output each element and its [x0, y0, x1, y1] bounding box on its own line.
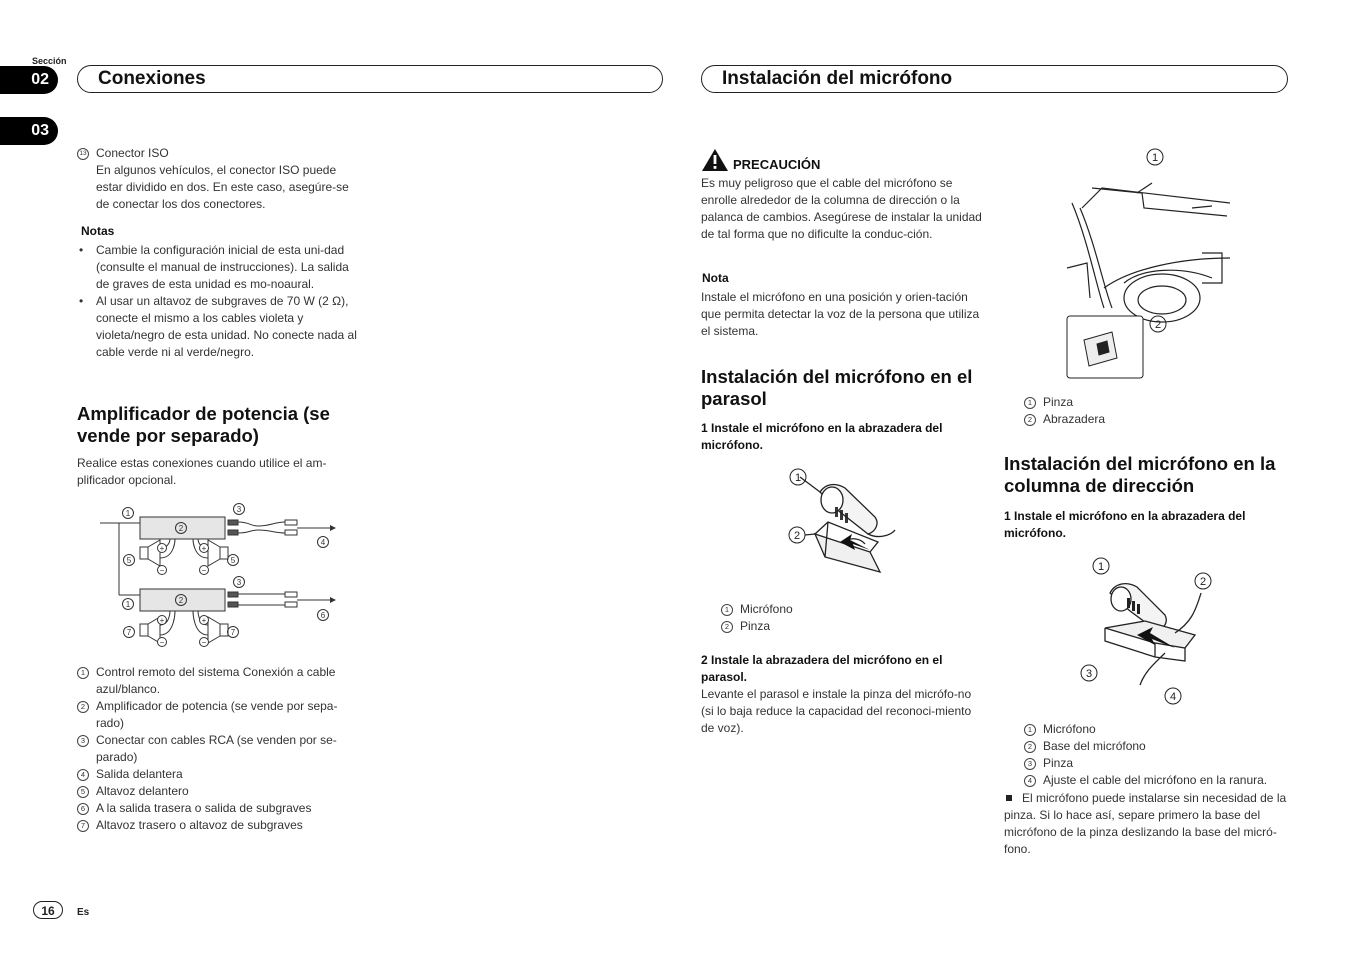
column-note-text: El micrófono puede instalarse sin necesidad de la pinza. Si lo hace así, separe primero la base del micrófono de la pinza deslizando la base del micró-fono.: [1004, 791, 1287, 856]
plus-sign: +: [159, 616, 165, 625]
legend-item: [721, 618, 921, 635]
legend-text: Ajuste el cable del micrófono en la ranura.: [1043, 773, 1268, 787]
legend-text: Pinza: [740, 619, 771, 633]
legend-num: 4: [1024, 775, 1036, 787]
legend-item: [1024, 394, 1224, 411]
legend-item: [77, 766, 362, 783]
legend-item: [77, 664, 362, 698]
caution-text: Es muy peligroso que el cable del micrófono se enrolle alrededor de la columna de dirección o la palanca de cambios. Asegúrese de instalar la unidad de tal forma que no dificulte la conduc-ción.: [701, 176, 982, 241]
plus-sign: +: [159, 544, 165, 553]
diagram-callout: 2: [178, 524, 184, 533]
mic-callout: 1: [794, 472, 802, 484]
parasol-step2: 2 Instale la abrazadera del micrófono en el parasol.: [701, 653, 943, 684]
diagram-callout: 4: [320, 538, 326, 547]
car-legend: [1024, 394, 1224, 428]
legend-text: Base del micrófono: [1043, 739, 1146, 753]
legend-item: [1024, 755, 1314, 772]
car-callout: 2: [1154, 319, 1162, 331]
legend-num: 1: [1024, 724, 1036, 736]
legend-num: 5: [77, 786, 89, 798]
section-label: Sección: [32, 56, 67, 66]
legend-num: 3: [1024, 758, 1036, 770]
legend-item: [77, 783, 362, 800]
iso-item: [77, 145, 362, 213]
plus-sign: +: [201, 544, 207, 553]
diagram-callout: 1: [125, 600, 131, 609]
legend-item: [1024, 738, 1314, 755]
parasol-title: Instalación del micrófono en el parasol: [701, 366, 973, 409]
column-mic-illustration: [1075, 553, 1220, 708]
car-interior-illustration: [1062, 148, 1230, 383]
column-callout: 2: [1199, 576, 1207, 588]
right-header: Instalación del micrófono: [701, 65, 1288, 93]
minus-sign: −: [201, 638, 207, 647]
mic-clip-illustration: [780, 462, 910, 587]
legend-item: [77, 732, 362, 766]
section-tab-02[interactable]: 02: [0, 66, 58, 94]
page-number: 16: [33, 901, 63, 919]
diagram-callout: 1: [125, 509, 131, 518]
warning-icon: [701, 148, 729, 172]
minus-sign: −: [159, 566, 165, 575]
column-legend: [1024, 721, 1314, 789]
diagram-callout: 7: [126, 628, 132, 637]
legend-item: [1024, 721, 1314, 738]
legend-text: Control remoto del sistema Conexión a cable azul/blanco.: [96, 665, 336, 696]
legend-text: Conectar con cables RCA (se venden por se-parado): [96, 733, 337, 764]
legend-num: 7: [77, 820, 89, 832]
note-item: • Cambie la configuración inicial de esta uni-dad (consulte el manual de instrucciones). La salida de graves de esta unidad es mo-noaural.: [77, 242, 362, 293]
legend-item: [77, 698, 362, 732]
column-step1: 1 Instale el micrófono en la abrazadera del micrófono.: [1004, 509, 1246, 540]
parasol-step1: 1 Instale el micrófono en la abrazadera del micrófono.: [701, 421, 943, 452]
legend-text: Altavoz delantero: [96, 784, 189, 798]
language-code: Es: [77, 907, 90, 918]
legend-text: Micrófono: [740, 602, 793, 616]
plus-sign: +: [201, 616, 207, 625]
legend-text: Amplificador de potencia (se vende por sepa-rado): [96, 699, 338, 730]
amp-intro: Realice estas conexiones cuando utilice el am-plificador opcional.: [77, 456, 327, 487]
nota-title: Nota: [702, 271, 729, 285]
column-callout: 4: [1169, 691, 1177, 703]
amp-wiring-diagram: [100, 500, 340, 650]
legend-num: 2: [77, 701, 89, 713]
column-callout: 1: [1097, 561, 1105, 573]
diagram-callout: 2: [178, 596, 184, 605]
minus-sign: −: [159, 638, 165, 647]
caution-title: PRECAUCIÓN: [733, 157, 821, 172]
amp-title: Amplificador de potencia (se vende por separado): [77, 403, 330, 446]
diagram-callout: 5: [126, 556, 132, 565]
diagram-callout: 3: [236, 505, 242, 514]
nota-text: Instale el micrófono en una posición y orien-tación que permita detectar la voz de la persona que utiliza el sistema.: [701, 290, 980, 338]
legend-item: [721, 601, 921, 618]
legend-num: 2: [1024, 414, 1036, 426]
diagram-callout: 6: [320, 611, 326, 620]
legend-num: 1: [77, 667, 89, 679]
iso-block: [77, 145, 362, 213]
legend-text: Abrazadera: [1043, 412, 1106, 426]
notes-title: Notas: [81, 224, 115, 238]
parasol-step2-text: Levante el parasol e instale la pinza del micrófo-no (si lo baja reduce la capacidad del reconoci-miento de voz).: [701, 687, 972, 735]
mic-callout: 2: [793, 530, 801, 542]
column-note: [1004, 790, 1289, 858]
legend-num: 4: [77, 769, 89, 781]
notes-list: [77, 242, 362, 361]
legend-text: Altavoz trasero o altavoz de subgraves: [96, 818, 303, 832]
section-tab-03[interactable]: 03: [0, 117, 58, 145]
legend-item: [1024, 772, 1314, 789]
legend-text: Salida delantera: [96, 767, 183, 781]
legend-num: 2: [721, 621, 733, 633]
left-header: Conexiones: [77, 65, 663, 93]
diagram-callout: 3: [236, 578, 242, 587]
minus-sign: −: [201, 566, 207, 575]
car-callout: 1: [1151, 152, 1159, 164]
column-callout: 3: [1085, 668, 1093, 680]
square-bullet-icon: [1006, 795, 1012, 801]
diagram-callout: 5: [230, 556, 236, 565]
legend-num: 2: [1024, 741, 1036, 753]
legend-text: Pinza: [1043, 756, 1074, 770]
legend-text: A la salida trasera o salida de subgraves: [96, 801, 312, 815]
note-item: • Al usar un altavoz de subgraves de 70 W (2 Ω), conecte el mismo a los cables violeta y violeta/negro de esta unidad. No conecte nada al cable verde ni al verde/negro.: [77, 293, 362, 361]
legend-item: [77, 800, 362, 817]
legend-num: 6: [77, 803, 89, 815]
diagram-callout: 7: [230, 628, 236, 637]
legend-num: 1: [1024, 397, 1036, 409]
iso-title: Conector ISO: [96, 146, 169, 160]
column-title: Instalación del micrófono en la columna de dirección: [1004, 453, 1276, 496]
iso-text: En algunos vehículos, el conector ISO puede estar dividido en dos. En este caso, asegúre-se de conectar los dos conectores.: [96, 163, 349, 211]
parasol-legend: [721, 601, 921, 635]
iso-num-badge: 13: [77, 148, 89, 160]
legend-item: [1024, 411, 1224, 428]
legend-num: 3: [77, 735, 89, 747]
legend-text: Micrófono: [1043, 722, 1096, 736]
amp-legend: [77, 664, 362, 834]
legend-num: 1: [721, 604, 733, 616]
legend-item: [77, 817, 362, 834]
legend-text: Pinza: [1043, 395, 1074, 409]
